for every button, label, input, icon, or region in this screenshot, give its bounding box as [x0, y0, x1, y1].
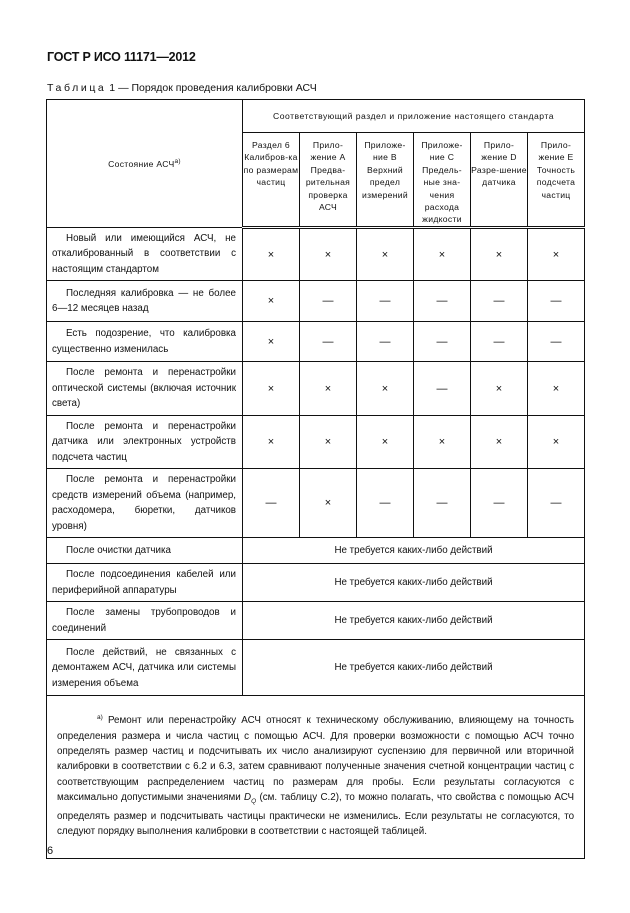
mark-cell: ×: [300, 227, 357, 281]
table-row: [47, 538, 585, 564]
mark-cell: —: [528, 322, 585, 362]
state-cell: Новый или имеющийся АСЧ, не откалиброванный в соответствии с настоящим стандартом: [47, 227, 243, 281]
mark-cell: —: [357, 322, 414, 362]
mark-cell: —: [528, 281, 585, 322]
table-row: [47, 602, 585, 640]
mark-cell: —: [414, 281, 471, 322]
mark-cell: ×: [528, 362, 585, 416]
mark-cell: —: [528, 469, 585, 538]
state-cell: После ремонта и перенастройки оптической системы (включая источник света): [47, 362, 243, 416]
mark-cell: —: [414, 469, 471, 538]
footnote-text-continued: (см. таблицу С.2), то можно полагать, что свойства с помощью АСЧ определять размер и подсчитывать частицы практически не изменились. Если результаты не согласуются, то следуют порядку выполнения калибровки в соответствии с настоящей таблицей.: [57, 791, 575, 838]
mark-cell: —: [243, 469, 300, 538]
column-header: Приложе-ние В Верхний предел измерений: [357, 133, 414, 228]
mark-cell: ×: [528, 415, 585, 469]
caption-label: Таблица: [47, 82, 107, 94]
mark-cell: ×: [243, 227, 300, 281]
mark-cell: —: [357, 469, 414, 538]
footnote-ref: а): [174, 157, 181, 165]
mark-cell: ×: [300, 415, 357, 469]
mark-cell: ×: [414, 227, 471, 281]
state-cell: После очистки датчика: [47, 538, 243, 564]
table-caption: [47, 82, 317, 94]
table-footnote: [47, 696, 585, 858]
column-header: Приложе-ние С Предель-ные зна-чения расхода жидкости: [414, 133, 471, 228]
footnote-row: [47, 696, 585, 858]
no-action-cell: Не требуется каких-либо действий: [243, 602, 585, 640]
state-cell: После ремонта и перенастройки средств измерений объема (например, расходомера, бюретки, датчиков уровня): [47, 469, 243, 538]
state-cell: После подсоединения кабелей или периферийной аппаратуры: [47, 564, 243, 602]
mark-cell: ×: [243, 281, 300, 322]
state-cell: После замены трубопроводов и соединений: [47, 602, 243, 640]
footnote-text: Ремонт или перенастройку АСЧ относят к техническому обслуживанию, влияющему на точность определения размера и числа частиц с помощью АСЧ. Для проверки возможности с помощью АСЧ точно определять размер частиц и подсчитывать их число анализируют суспензию для первичной или вторичной калибровки в соответствии с 6.2 и 6.3, затем сравнивают полученные значения счетной концентрации частиц с соответствующим распределением частиц по размерам для пробы. Если результаты согласуются с максимально допустимыми значениями: [57, 715, 575, 803]
mark-cell: ×: [357, 227, 414, 281]
mark-cell: ×: [471, 227, 528, 281]
state-cell: После действий, не связанных с демонтажем АСЧ, датчика или системы измерения объема: [47, 640, 243, 696]
state-cell: Последняя калибровка — не более 6—12 месяцев назад: [47, 281, 243, 322]
no-action-cell: Не требуется каких-либо действий: [243, 538, 585, 564]
table-row: [47, 227, 585, 281]
column-header: Раздел 6 Калибров-ка по размерам частиц: [243, 133, 300, 228]
mark-cell: —: [414, 362, 471, 416]
group-column-header: Соответствующий раздел и приложение настоящего стандарта: [243, 100, 585, 133]
mark-cell: —: [471, 469, 528, 538]
footnote-marker: а): [97, 714, 103, 722]
table-row: [47, 362, 585, 416]
symbol-dq: $D_Q$: [244, 791, 257, 805]
table-row: [47, 322, 585, 362]
mark-cell: —: [300, 281, 357, 322]
mark-cell: ×: [357, 362, 414, 416]
caption-title: — Порядок проведения калибровки АСЧ: [118, 82, 317, 94]
mark-cell: —: [471, 322, 528, 362]
mark-cell: ×: [414, 415, 471, 469]
mark-cell: —: [300, 322, 357, 362]
column-header: Прило-жение E Точность подсчета частиц: [528, 133, 585, 228]
table-row: [47, 281, 585, 322]
no-action-cell: Не требуется каких-либо действий: [243, 640, 585, 696]
caption-number: 1: [109, 82, 116, 94]
mark-cell: —: [414, 322, 471, 362]
calibration-table: [46, 99, 585, 859]
mark-cell: ×: [243, 415, 300, 469]
document-header: ГОСТ Р ИСО 11171—2012: [47, 50, 196, 64]
state-column-header: [47, 100, 243, 228]
table-row: [47, 564, 585, 602]
mark-cell: ×: [471, 415, 528, 469]
table-row: [47, 640, 585, 696]
table-row: [47, 469, 585, 538]
no-action-cell: Не требуется каких-либо действий: [243, 564, 585, 602]
mark-cell: ×: [471, 362, 528, 416]
mark-cell: —: [471, 281, 528, 322]
mark-cell: ×: [243, 362, 300, 416]
mark-cell: ×: [357, 415, 414, 469]
page-number: 6: [47, 845, 54, 857]
mark-cell: —: [357, 281, 414, 322]
table-header-row: [47, 100, 585, 133]
column-header: Прило-жение D Разре-шение датчика: [471, 133, 528, 228]
mark-cell: ×: [300, 469, 357, 538]
state-cell: После ремонта и перенастройки датчика или электронных устройств подсчета частиц: [47, 415, 243, 469]
mark-cell: ×: [528, 227, 585, 281]
table-row: [47, 415, 585, 469]
mark-cell: ×: [243, 322, 300, 362]
column-header: Прило-жение А Предва-рительная проверка АСЧ: [300, 133, 357, 228]
state-header-text: Состояние АСЧ: [108, 158, 175, 169]
state-cell: Есть подозрение, что калибровка существенно изменилась: [47, 322, 243, 362]
mark-cell: ×: [300, 362, 357, 416]
